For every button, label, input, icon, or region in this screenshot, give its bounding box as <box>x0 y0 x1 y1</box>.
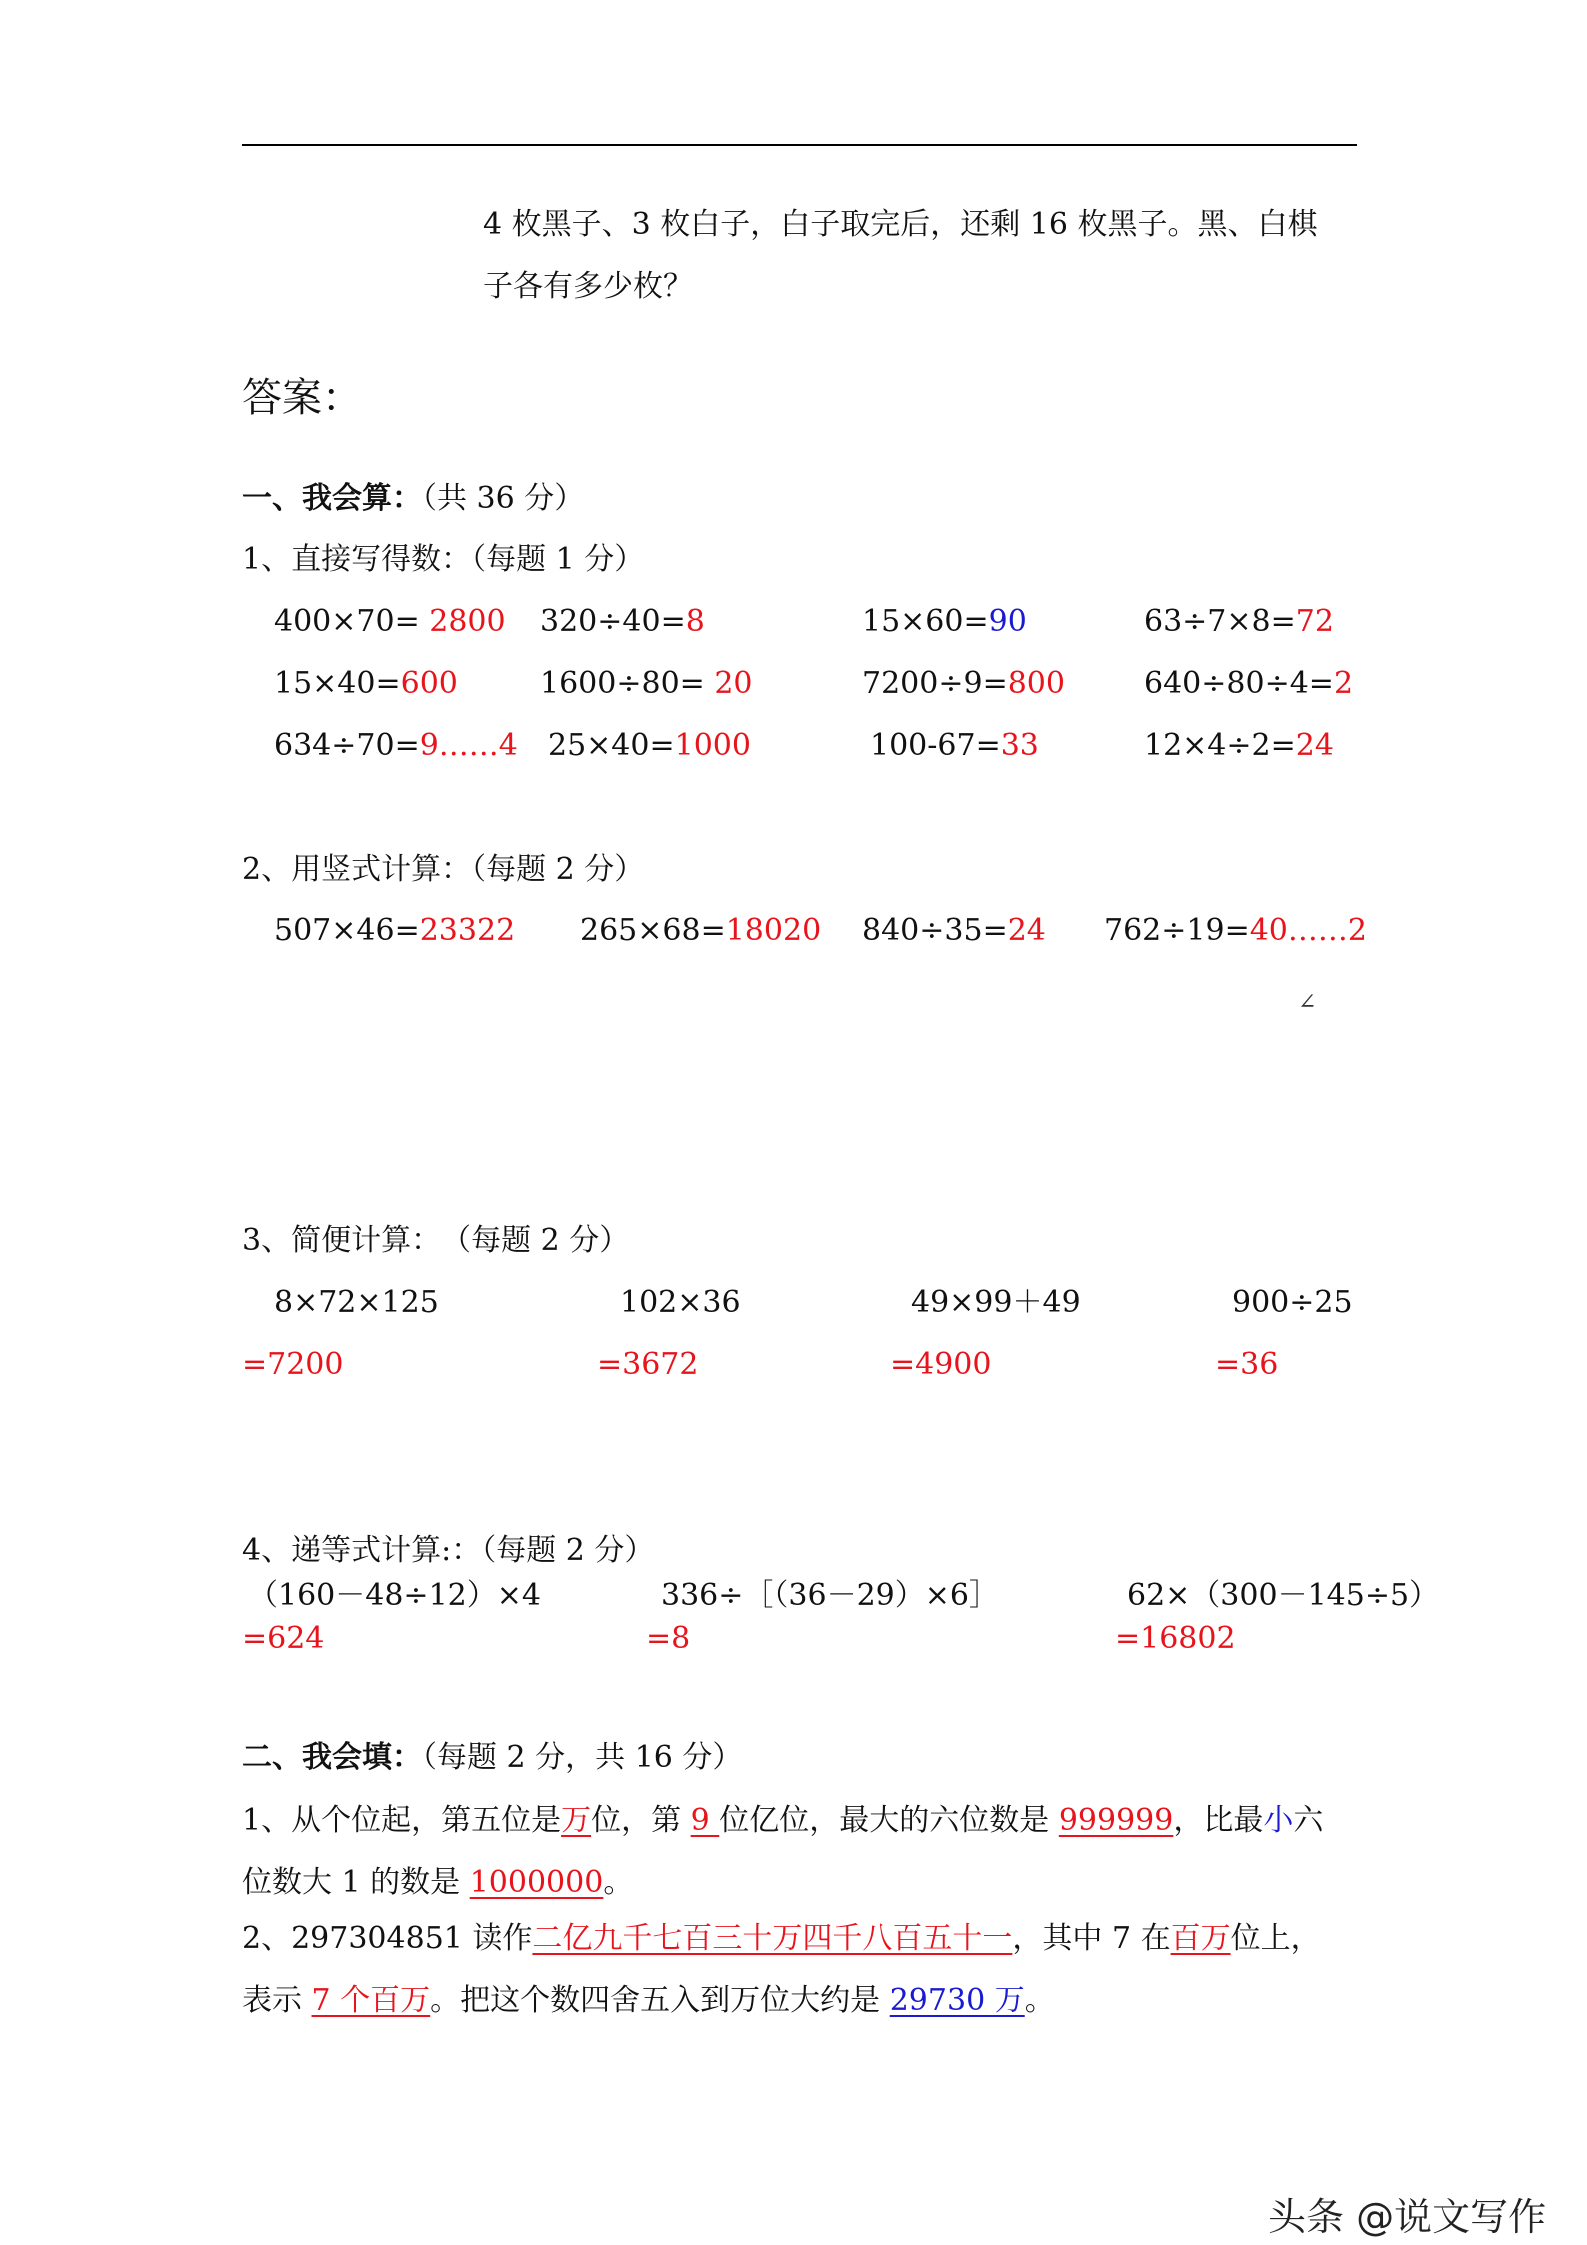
section1-note: （共 36 分） <box>422 481 585 516</box>
answer: 7 个百万 <box>311 1983 431 2018</box>
equation-answer: 1000 <box>674 728 751 763</box>
stray-mark: ∠ <box>1298 990 1317 1015</box>
equation-answer: 8 <box>685 604 705 639</box>
question-line-2: 子各有多少枚？ <box>483 269 693 304</box>
equation-question: 320÷40= <box>540 604 686 639</box>
equation <box>548 726 751 766</box>
text: ，比最 <box>1173 1803 1264 1838</box>
equation <box>1215 1345 1278 1385</box>
equation-answer: =16802 <box>1115 1621 1236 1656</box>
equation <box>597 1345 698 1385</box>
equation-question: 265×68= <box>580 913 726 948</box>
equation <box>646 1619 690 1659</box>
equation <box>1144 664 1353 704</box>
equation-question: 634÷70= <box>274 728 420 763</box>
equation <box>620 1283 741 1323</box>
equation <box>540 602 705 642</box>
part1-title: 1、直接写得数：（每题 1 分） <box>242 542 645 577</box>
equation <box>248 1576 541 1616</box>
text: 位，第 <box>591 1803 691 1838</box>
equation-answer: 18020 <box>725 913 822 948</box>
section1-title <box>242 479 584 519</box>
equation-question: （160－48÷12）×4 <box>248 1578 541 1613</box>
equation-answer: =8 <box>646 1621 691 1656</box>
fill-q1-line2 <box>242 1863 633 1903</box>
equation-answer: 23322 <box>419 913 516 948</box>
equation-answer: 33 <box>1000 728 1039 763</box>
equation <box>274 1283 439 1323</box>
part4-title: 4、递等式计算:：（每题 2 分） <box>242 1533 655 1568</box>
equation-answer: 72 <box>1295 604 1334 639</box>
part2-title: 2、用竖式计算：（每题 2 分） <box>242 852 645 887</box>
header-rule <box>242 144 1357 146</box>
equation <box>1115 1619 1236 1659</box>
equation-answer: =7200 <box>242 1347 344 1382</box>
equation-answer: =4900 <box>890 1347 992 1382</box>
part3-title: 3、简便计算： （每题 2 分） <box>242 1223 630 1258</box>
equation <box>1144 726 1334 766</box>
equation-question: 1600÷80= <box>540 666 715 701</box>
equation-question: 400×70= <box>274 604 430 639</box>
fill-q1-line1 <box>242 1801 1323 1841</box>
equation <box>580 911 821 951</box>
equation <box>1232 1283 1353 1323</box>
equation-question: 100-67= <box>870 728 1001 763</box>
equation-answer: =36 <box>1215 1347 1279 1382</box>
equation-answer: 600 <box>400 666 458 701</box>
text: 位上， <box>1230 1921 1321 1956</box>
text: 。 <box>603 1865 634 1900</box>
equation <box>274 602 506 642</box>
equation-question: 15×60= <box>862 604 989 639</box>
answer: 1000000 <box>469 1865 604 1900</box>
equation <box>274 726 518 766</box>
equation <box>540 664 753 704</box>
equation-answer: 90 <box>988 604 1027 639</box>
equation-question: 15×40= <box>274 666 401 701</box>
equation-question: 336÷［（36－29）×6］ <box>661 1578 999 1613</box>
answer: 二亿九千七百三十万四千八百五十一 <box>532 1921 1013 1956</box>
equation <box>242 1345 343 1385</box>
equation-answer: 2800 <box>429 604 506 639</box>
equation-question: 102×36 <box>620 1285 741 1320</box>
question-line-1: 4 枚黑子、3 枚白子，白子取完后，还剩 16 枚黑子。黑、白棋 <box>483 207 1318 242</box>
equation-question: 12×4÷2= <box>1144 728 1296 763</box>
equation <box>1104 911 1367 951</box>
section2-title <box>242 1738 742 1778</box>
answer: 9 <box>690 1803 720 1838</box>
equation <box>274 664 458 704</box>
equation-question: 62×（300－145÷5） <box>1127 1578 1440 1613</box>
fill-q2-line1 <box>242 1919 1321 1959</box>
answer: 百万 <box>1170 1921 1231 1956</box>
equation-question: 640÷80÷4= <box>1144 666 1334 701</box>
equation-question: 900÷25 <box>1232 1285 1353 1320</box>
equation <box>1127 1576 1439 1616</box>
equation <box>911 1283 1081 1323</box>
text: 。 <box>1024 1983 1055 2018</box>
equation <box>661 1576 999 1616</box>
text: 位亿位，最大的六位数是 <box>719 1803 1059 1838</box>
equation-question: 507×46= <box>274 913 420 948</box>
equation-answer: 2 <box>1333 666 1354 701</box>
equation <box>242 1619 324 1659</box>
answer: 29730 万 <box>889 1983 1025 2018</box>
equation-question: 49×99＋49 <box>911 1285 1081 1320</box>
equation-answer: =3672 <box>597 1347 699 1382</box>
answer: 万 <box>561 1803 592 1838</box>
section2-note: （每题 2 分，共 16 分） <box>422 1740 743 1775</box>
text: 位数大 1 的数是 <box>242 1865 470 1900</box>
equation-question: 840÷35= <box>862 913 1008 948</box>
equation-answer: 24 <box>1007 913 1046 948</box>
section2-label: 二、我会填： <box>242 1740 422 1775</box>
equation <box>870 726 1039 766</box>
watermark: 头条 @说文写作 <box>1268 2195 1547 2239</box>
text: 六 <box>1293 1803 1324 1838</box>
text: ，其中 7 在 <box>1012 1921 1171 1956</box>
equation-answer: =624 <box>242 1621 325 1656</box>
text: 。把这个数四舍五入到万位大约是 <box>430 1983 890 2018</box>
equation-question: 7200÷9= <box>862 666 1008 701</box>
equation <box>274 911 515 951</box>
equation-question: 25×40= <box>548 728 675 763</box>
answer: 小 <box>1263 1803 1294 1838</box>
equation <box>862 911 1046 951</box>
answer-heading: 答案： <box>242 375 362 421</box>
equation-answer: 24 <box>1295 728 1334 763</box>
equation <box>862 602 1027 642</box>
text: 2、297304851 读作 <box>242 1921 533 1956</box>
equation-answer: 800 <box>1007 666 1065 701</box>
text: 表示 <box>242 1983 312 2018</box>
section1-label: 一、我会算： <box>242 481 422 516</box>
equation <box>890 1345 991 1385</box>
equation-question: 63÷7×8= <box>1144 604 1296 639</box>
text: 1、从个位起，第五位是 <box>242 1803 562 1838</box>
equation <box>1144 602 1334 642</box>
equation-answer: 20 <box>714 666 753 701</box>
answer: 999999 <box>1058 1803 1174 1838</box>
equation-question: 762÷19= <box>1104 913 1250 948</box>
equation-answer: 9……4 <box>419 728 518 763</box>
equation-question: 8×72×125 <box>274 1285 439 1320</box>
equation-answer: 40……2 <box>1249 913 1367 948</box>
equation <box>862 664 1065 704</box>
fill-q2-line2 <box>242 1981 1055 2021</box>
